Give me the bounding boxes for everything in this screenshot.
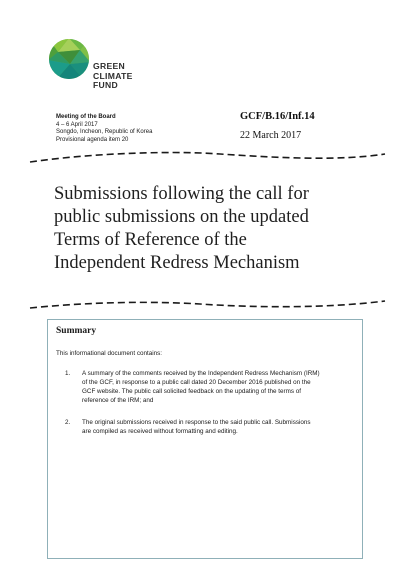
- meeting-location: Songdo, Incheon, Republic of Korea: [56, 129, 153, 136]
- agenda-item: Provisional agenda item 20: [56, 136, 129, 143]
- document-title: [54, 183, 374, 275]
- list-item-text: GCF website. The public call solicited feedback on the updating of the terms of: [82, 387, 301, 395]
- document-code: GCF/B.16/Inf.14: [240, 111, 315, 122]
- list-item-number: 1.: [65, 370, 71, 377]
- title-line: Independent Redress Mechanism: [54, 253, 300, 273]
- green-climate-fund-logo-icon: [48, 38, 90, 80]
- list-item-text: The original submissions received in response to the said public call. Submissions: [82, 418, 311, 426]
- meeting-dates: 4 – 6 April 2017: [56, 121, 98, 128]
- logo-line-climate: CLIMATE: [93, 70, 133, 81]
- title-line: public submissions on the updated: [54, 207, 309, 227]
- list-item-number: 2.: [65, 418, 71, 426]
- logo-wordmark: [93, 62, 133, 91]
- list-item: [56, 419, 354, 437]
- list-item-text: A summary of the comments received by the Independent Redress Mechanism (IRM): [82, 370, 320, 377]
- logo-line-fund: FUND: [93, 80, 119, 91]
- list-item-text: are compiled as received without formatting and editing.: [82, 427, 238, 435]
- summary-list: [56, 370, 354, 436]
- wave-divider-bottom: [0, 296, 414, 316]
- summary-box: [47, 319, 363, 559]
- logo-line-green: GREEN: [93, 61, 126, 71]
- wave-divider-top: [0, 148, 414, 168]
- meeting-name: Meeting of the Board: [56, 114, 116, 120]
- title-line: Submissions following the call for: [54, 184, 309, 204]
- summary-intro: This informational document contains:: [56, 350, 163, 357]
- list-item: [56, 370, 354, 406]
- list-item-text: reference of the IRM; and: [82, 396, 154, 404]
- summary-heading: Summary: [56, 326, 97, 336]
- title-line: Terms of Reference of the: [54, 230, 247, 250]
- list-item-text: of the GCF, in response to a public call dated 20 December 2016 published on the: [82, 378, 311, 386]
- meeting-info: [56, 114, 152, 144]
- document-date: 22 March 2017: [240, 130, 302, 141]
